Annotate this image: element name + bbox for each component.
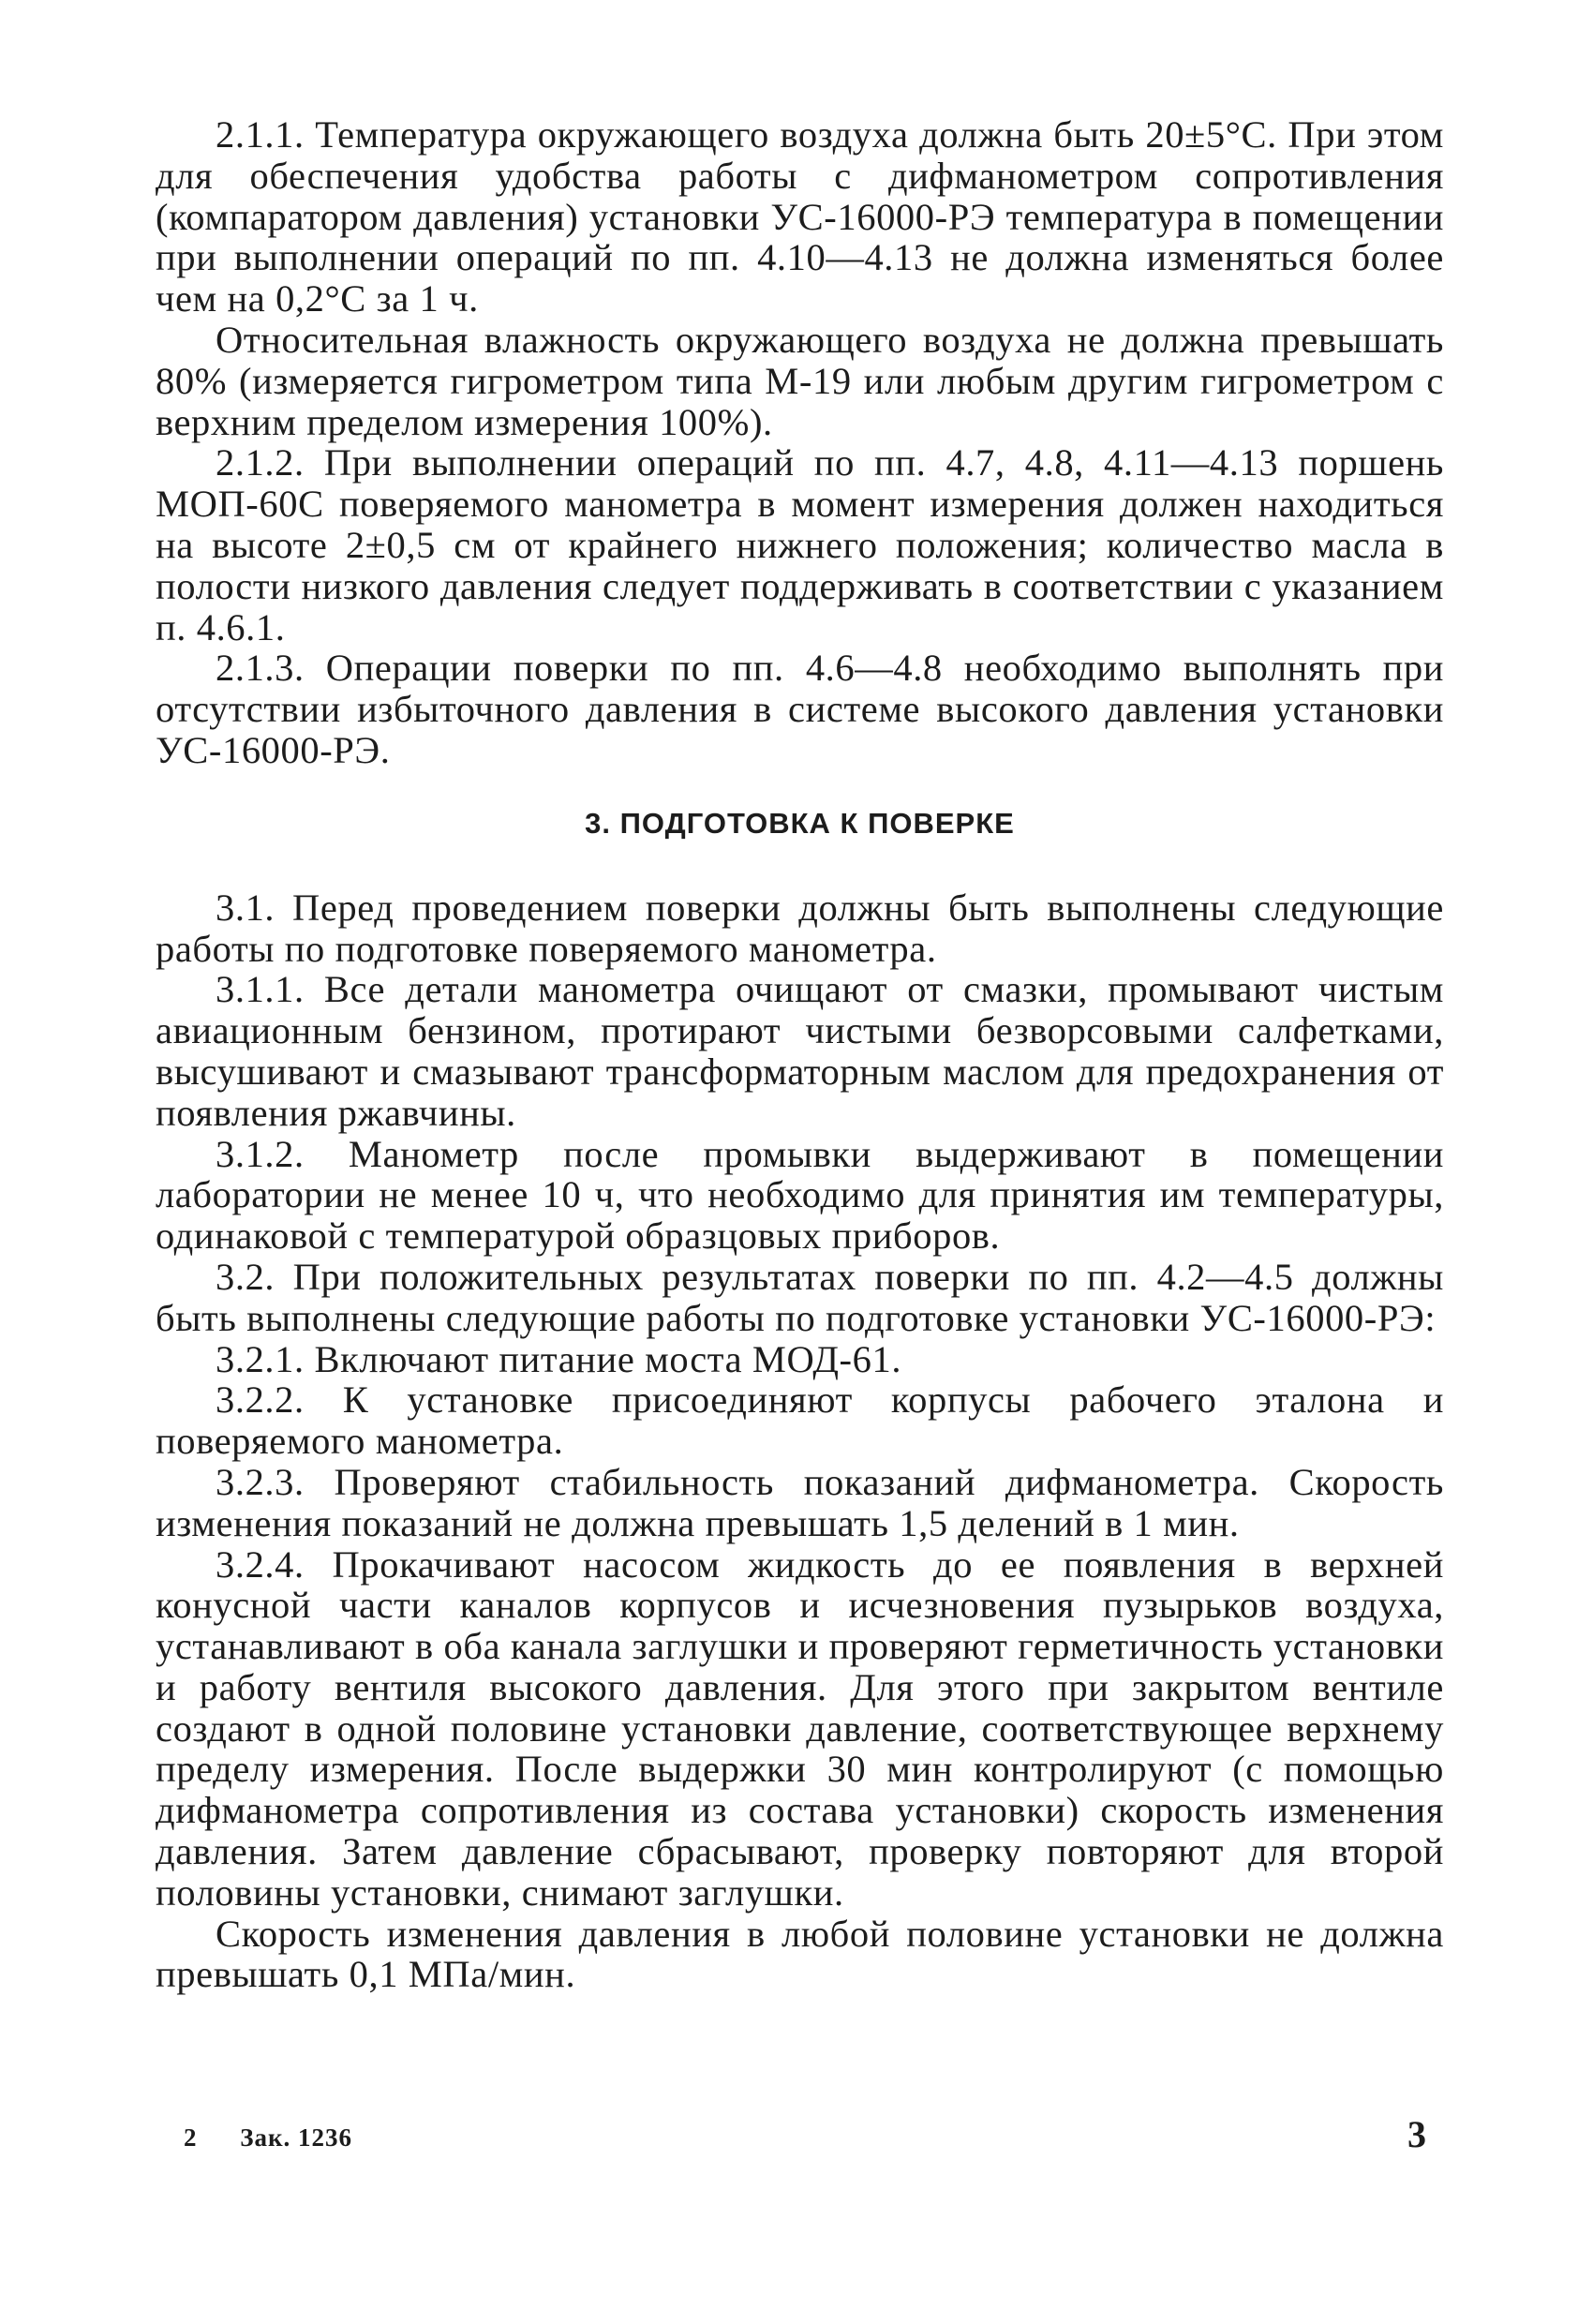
page-number: 3 bbox=[1407, 2113, 1426, 2155]
paragraph-3-2-4: 3.2.4. Прокачивают насосом жидкость до ее появления в верхней конусной части каналов корпусов и исчезновения пузырьков воздуха, устанавливают в оба канала заглушки и проверяют герметичность установки и работу вентиля высокого давления. Для этого при закрытом вентиле создают в одной половине установки давление, соответствующее верхнему пределу измерения. После выдержки 30 мин контролируют (с помощью дифманометра сопротивления из состава установки) скорость изменения давления. Затем давление сбрасывают, проверку повторяют для второй половины установки, снимают заглушки. bbox=[156, 1542, 1444, 1914]
paragraph-2-1-1: 2.1.1. Температура окружающего воздуха должна быть 20±5°С. При этом для обеспечения удобства работы с дифманометром сопротивления (компаратором давления) установки УС-16000-РЭ температура в помещении при выполнении операций по пп. 4.10—4.13 не должна изменяться более чем на 0,2°С за 1 ч. bbox=[156, 113, 1444, 320]
print-signature bbox=[184, 2123, 352, 2153]
body-text bbox=[156, 114, 1444, 1995]
paragraph-3-1-1: 3.1.1. Все детали манометра очищают от смазки, промывают чистым авиационным бензином, протирают чистыми безворсовыми салфетками, высушивают и смазывают трансформаторным маслом для предохранения от появления ржавчины. bbox=[156, 968, 1444, 1134]
paragraph-pressure-rate: Скорость изменения давления в любой половине установки не должна превышать 0,1 МПа/мин. bbox=[156, 1912, 1444, 1996]
paragraph-3-1: 3.1. Перед проведением поверки должны быть выполнены следующие работы по подготовке поверяемого манометра. bbox=[156, 886, 1444, 970]
paragraph-3-1-2: 3.1.2. Манометр после промывки выдерживают в помещении лаборатории не менее 10 ч, что необходимо для принятия им температуры, одинаковой с температурой образцовых приборов. bbox=[156, 1132, 1444, 1258]
paragraph-3-2-3: 3.2.3. Проверяют стабильность показаний дифманометра. Скорость изменения показаний не должна превышать 1,5 делений в 1 мин. bbox=[156, 1460, 1444, 1544]
paragraph-3-2-2: 3.2.2. К установке присоединяют корпусы рабочего эталона и поверяемого манометра. bbox=[156, 1378, 1444, 1463]
paragraph-3-2: 3.2. При положительных результатах поверки по пп. 4.2—4.5 должны быть выполнены следующие работы по подготовке установки УС-16000-РЭ: bbox=[156, 1255, 1444, 1339]
section-heading: 3. ПОДГОТОВКА К ПОВЕРКЕ bbox=[585, 806, 1015, 840]
paragraph-humidity: Относительная влажность окружающего воздуха не должна превышать 80% (измеряется гигрометром типа М-19 или любым другим гигрометром с верхним пределом измерения 100%). bbox=[156, 318, 1444, 443]
signature-mark: 2 bbox=[184, 2123, 198, 2152]
order-number: Зак. 1236 bbox=[240, 2123, 353, 2152]
paragraph-3-2-1: 3.2.1. Включают питание моста МОД-61. bbox=[216, 1337, 902, 1380]
paragraph-2-1-3: 2.1.3. Операции поверки по пп. 4.6—4.8 необходимо выполнять при отсутствии избыточного давления в системе высокого давления установки УС-16000-РЭ. bbox=[156, 647, 1444, 771]
paragraph-2-1-2: 2.1.2. При выполнении операций по пп. 4.7, 4.8, 4.11—4.13 поршень МОП-60С поверяемого манометра в момент измерения должен находиться на высоте 2±0,5 см от крайнего нижнего положения; количество масла в полости низкого давления следует поддерживать в соответствии с указанием п. 4.6.1. bbox=[156, 441, 1444, 648]
